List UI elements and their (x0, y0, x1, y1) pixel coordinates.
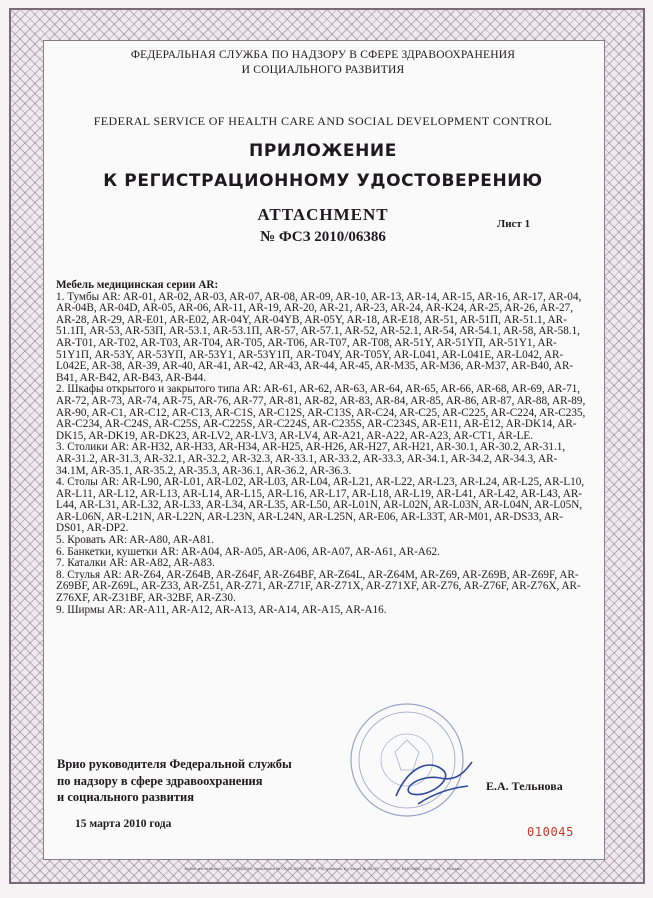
signatory-line3: и социального развития (57, 790, 194, 804)
serial-number: 010045 (527, 825, 574, 839)
handwritten-signature-icon (388, 748, 478, 818)
agency-ru-line2: И СОЦИАЛЬНОГО РАЗВИТИЯ (241, 64, 405, 76)
content-heading: Мебель медицинская серии AR: (56, 279, 219, 291)
signature-date: 15 марта 2010 года (75, 818, 172, 830)
signatory-name: Е.А. Тельнова (486, 779, 563, 793)
certificate-number: № ФСЗ 2010/06386 (260, 229, 386, 245)
sheet-number: Лист 1 (497, 218, 531, 230)
list-item: 2. Шкафы открытого и закрытого типа AR: AR-61, AR-62, AR-63, AR-64, AR-65, AR-66, AR-68, AR-69, AR-71, AR-72, AR-73, AR-74, AR-75, AR-76, AR-77, AR-81, AR-82, AR-83, AR-84, AR-85, AR-86, AR-87, AR-88, AR-89, AR-90, AR-C1, AR-C12, AR-C13, AR-C1S, AR-C12S, AR-C13S, AR-C24, AR-C25, AR-C225, AR-C224, AR-C235, AR-C234, AR-C24S, AR-C25S, AR-C225S, AR-C224S, AR-C235S, AR-C234S, AR-E11, AR-E12, AR-DK14, AR-DK15, AR-DK19, AR-DK23, AR-LV2, AR-LV3, AR-LV4, AR-A21, AR-A22, AR-A23, AR-CT1, AR-LE. (56, 383, 586, 442)
list-item: 9. Ширмы AR: AR-A11, AR-A12, AR-A13, AR-A14, AR-A15, AR-A16. (56, 603, 387, 616)
signatory-line1: Врио руководителя Федеральной службы (57, 757, 292, 771)
agency-ru-line1: ФЕДЕРАЛЬНАЯ СЛУЖБА ПО НАДЗОРУ В СФЕРЕ ЗДРАВООХРАНЕНИЯ (130, 49, 516, 61)
list-item: 4. Столы AR: AR-L90, AR-L01, AR-L02, AR-L03, AR-L04, AR-L21, AR-L22, AR-L23, AR-L24, AR-L25, AR-L10, AR-L11, AR-L12, AR-L13, AR-L14, AR-L15, AR-L16, AR-L17, AR-L18, AR-L19, AR-L41, AR-L42, AR-L43, AR-L44, AR-L31, AR-L32, AR-L33, AR-L34, AR-L35, AR-L50, AR-L01N, AR-L02N, AR-L03N, AR-L04N, AR-L05N, AR-L06N, AR-L21N, AR-L22N, AR-L23N, AR-L24N, AR-L25N, AR-E06, AR-L33T, AR-M01, AR-DS33, AR-DS01, AR-DP2. (56, 476, 585, 535)
list-item: 7. Каталки AR: AR-A82, AR-A83. (56, 557, 215, 570)
list-item: 6. Банкетки, кушетки AR: AR-A04, AR-A05, AR-A06, AR-A07, AR-A61, AR-A62. (56, 545, 440, 558)
title-line1: ПРИЛОЖЕНИЕ (249, 141, 397, 161)
title-line2: К РЕГИСТРАЦИОННОМУ УДОСТОВЕРЕНИЮ (103, 171, 543, 191)
list-item: 5. Кровать AR: AR-A80, AR-A81. (56, 534, 215, 547)
list-item: 8. Стулья AR: AR-Z64, AR-Z64B, AR-Z64F, AR-Z64BF, AR-Z64L, AR-Z64M, AR-Z69, AR-Z69B, AR-Z69F, AR-Z69BF, AR-Z69L, AR-Z33, AR-Z51, AR-Z71, AR-Z71F, AR-Z71X, AR-Z71XF, AR-Z76, AR-Z76F, AR-Z76X, AR-Z76XF, AR-Z31BF, AR-32BF, AR-Z30. (56, 568, 581, 605)
list-item: 1. Тумбы AR: AR-01, AR-02, AR-03, AR-07, AR-08, AR-09, AR-10, AR-13, AR-14, AR-15, AR-16, AR-17, AR-04, AR-04B, AR-04D, AR-05, AR-06, AR-11, AR-19, AR-20, AR-21, AR-23, AR-24, AR-K24, AR-25, AR-26, AR-27, AR-28, AR-29, AR-E01, AR-E02, AR-04Y, AR-04YB, AR-05Y, AR-18, AR-E18, AR-51, AR-51П, AR-51.1, AR-51.1П, AR-53, AR-53П, AR-53.1, AR-53.1П, AR-57, AR-57.1, AR-52, AR-52.1, AR-54, AR-54.1, AR-58, AR-58.1, AR-T01, AR-T02, AR-T03, AR-T04, AR-T05, AR-T06, AR-T07, AR-T08, AR-51Y, AR-51YП, AR-51Y1, AR-51Y1П, AR-53Y, AR-53YП, AR-53Y1, AR-53Y1П, AR-T04Y, AR-T05Y, AR-L041, AR-L041E, AR-L042, AR-L042E, AR-38, AR-39, AR-40, AR-41, AR-42, AR-43, AR-44, AR-45, AR-M35, AR-M36, AR-M37, AR-B40, AR-B41, AR-B42, AR-B43, AR-B44. (56, 290, 582, 384)
signatory-title (57, 756, 292, 806)
print-footer: Бланк изготовлен ЗАО «ОПЦИОН» (лицензия № 05-05-09/003 ФНС РФ, уровень Б), заказ № 08/43, тел. (495) 648-9088, 2009 год, г. Москва (184, 866, 462, 871)
agency-name-ru (43, 48, 603, 78)
signatory-line2: по надзору в сфере здравоохранения (57, 773, 263, 788)
content-body (56, 280, 586, 616)
attachment-heading: ATTACHMENT (257, 205, 389, 224)
list-item: 3. Столики AR: AR-H32, AR-H33, AR-H34, AR-H25, AR-H26, AR-H27, AR-H21, AR-30.1, AR-30.2, AR-31.1, AR-31.2, AR-31.3, AR-32.1, AR-32.2, AR-32.3, AR-33.1, AR-33.2, AR-33.3, AR-34.1, AR-34.2, AR-34.3, AR-34.1M, AR-35.1, AR-35.2, AR-35.3, AR-36.1, AR-36.2, AR-36.3. (56, 441, 566, 477)
agency-name-en: FEDERAL SERVICE OF HEALTH CARE AND SOCIAL DEVELOPMENT CONTROL (93, 114, 553, 128)
